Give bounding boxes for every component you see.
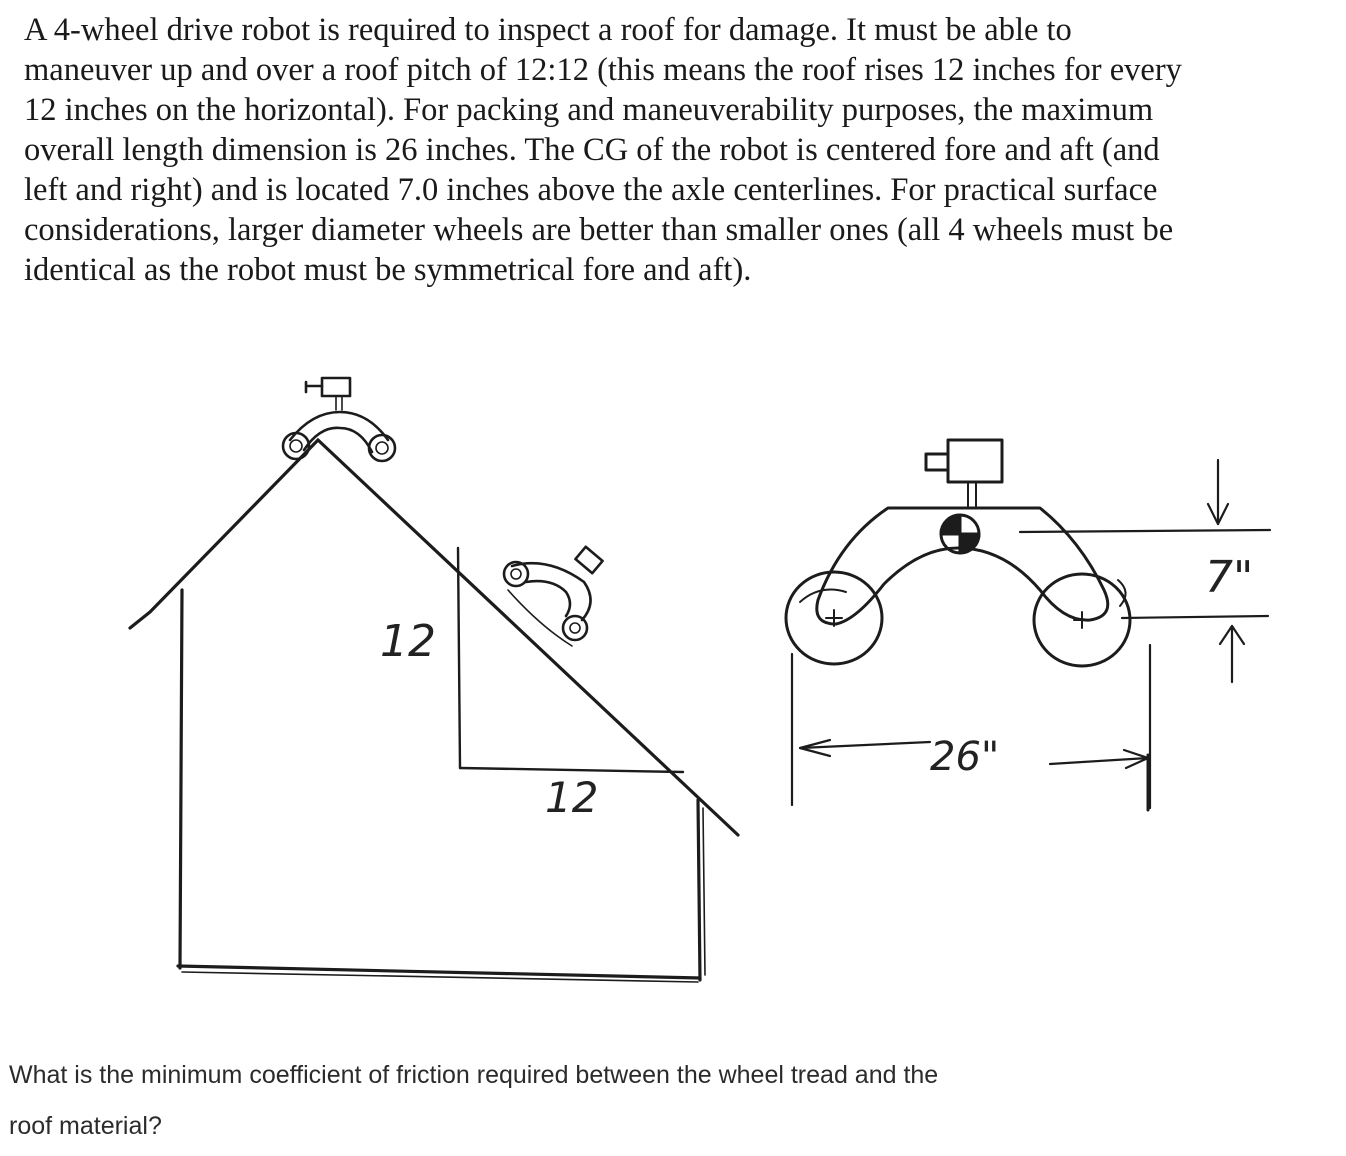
wheel-icon — [369, 435, 395, 461]
problem-statement — [24, 10, 1314, 290]
length-label: 26" — [930, 734, 1000, 780]
question-text — [9, 1050, 1159, 1152]
problem-line: considerations, larger diameter wheels are better than smaller ones (all 4 wheels must be — [24, 212, 1174, 248]
roof-left-slope — [130, 440, 318, 628]
robot-on-slope — [504, 547, 603, 646]
camera-icon — [948, 440, 1002, 482]
question-line: What is the minimum coefficient of friction required between the wheel tread and the — [9, 1061, 939, 1089]
house-drawing — [130, 440, 738, 982]
robot-side-view — [786, 440, 1130, 666]
length-dimension — [792, 645, 1150, 810]
rise-label: 12 — [380, 616, 436, 667]
cg-height-label: 7" — [1205, 552, 1254, 603]
problem-line: A 4-wheel drive robot is required to inspect a roof for damage. It must be able to — [24, 12, 1072, 48]
pitch-triangle — [458, 548, 683, 772]
wheel-icon — [283, 433, 309, 459]
robot-on-peak — [283, 378, 395, 461]
house-left-wall — [180, 590, 182, 968]
house-right-wall — [698, 800, 700, 980]
problem-line: identical as the robot must be symmetrical fore and aft). — [24, 252, 752, 288]
roof-robot-sketch — [0, 300, 1346, 1020]
question-line: roof material? — [9, 1112, 162, 1140]
problem-line: overall length dimension is 26 inches. The CG of the robot is centered fore and aft (and — [24, 132, 1160, 168]
problem-line: left and right) and is located 7.0 inches above the axle centerlines. For practical surface — [24, 172, 1158, 208]
problem-line: 12 inches on the horizontal). For packing and maneuverability purposes, the maximum — [24, 92, 1154, 128]
run-label: 12 — [545, 773, 599, 822]
problem-line: maneuver up and over a roof pitch of 12:12 (this means the roof rises 12 inches for every — [24, 52, 1182, 88]
camera-icon — [322, 378, 350, 396]
camera-icon — [575, 547, 602, 573]
